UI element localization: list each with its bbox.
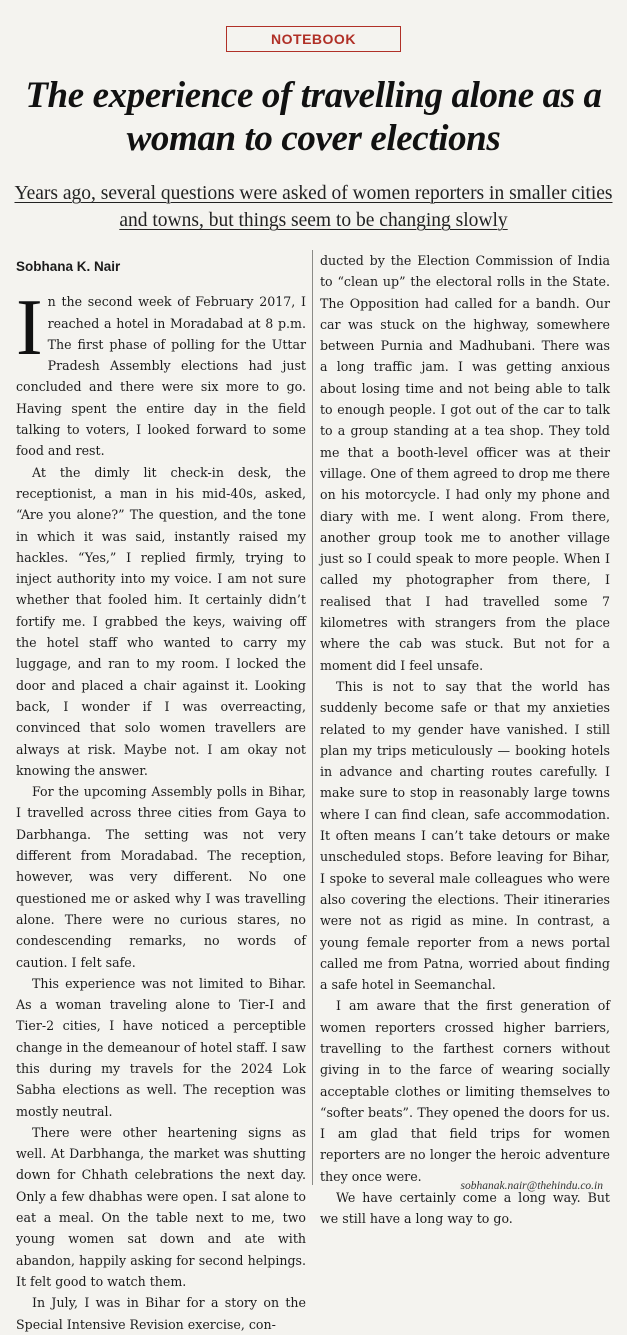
article-paragraph: ducted by the Election Commission of India to “clean up” the electoral rolls in the State. The Opposition had called for a bandh. Our car was stuck on the highway, somewhere between Purnia and Madhubani. There was a long traffic jam. I was getting anxious about losing time and not being able to talk to enough people. I got out of the car to talk to a group standing at a tea shop. They told me that a booth-level officer was at their village. One of them agreed to drop me there on his motorcycle. I had only my phone and diary with me. I went along. From there, another group took me to another village just so I could speak to more people. When I called my photographer from there, I realised that I had travelled some 7 kilometres with strangers from the place where the cab was stuck. But not for a moment did I feel unsafe. [320, 253, 610, 673]
article-paragraph: I am aware that the first generation of women reporters crossed higher barriers, travelling to the farthest corners without giving in to the farce of wearing socially acceptable clothes or limiting themselves to “softer beats”. They opened the doors for us. I am glad that field trips for women reporters are no longer the heroic adventure they once were. [320, 998, 610, 1184]
section-kicker: NOTEBOOK [226, 26, 401, 52]
deck-subheadline: Years ago, several questions were asked of women reporters in smaller cities and towns, but things seem to be changing slowly [14, 183, 613, 231]
article-paragraph: We have certainly come a long way. But we still have a long way to go. [320, 1190, 610, 1227]
headline: The experience of travelling alone as a woman to cover elections [25, 75, 602, 159]
article-paragraph: For the upcoming Assembly polls in Bihar, I travelled across three cities from Gaya to Darbhanga. The setting was not very different from Moradabad. The reception, however, was very different. No one questioned me or asked why I was travelling alone. There were no curious stares, no condescending remarks, no words of caution. I felt safe. [16, 784, 306, 970]
article-paragraph: There were other heartening signs as well. At Darbhanga, the market was shutting down for Chhath celebrations the next day. Only a few dhabhas were open. I sat alone to eat a meal. On the table next to me, two young women sat down and ate with abandon, happily asking for second helpings. It felt good to watch them. [16, 1124, 306, 1289]
column-divider [312, 250, 313, 1185]
kicker-wrapper [0, 26, 627, 52]
byline: Sobhana K. Nair [16, 259, 121, 274]
article-paragraph: In the second week of February 2017, I reached a hotel in Moradabad at 8 p.m. The first phase of polling for the Uttar Pradesh Assembly elections had just concluded and there were six more to go. Having spent the entire day in the field talking to voters, I looked forward to some food and rest. [16, 284, 306, 459]
article-paragraph: This is not to say that the world has suddenly become safe or that my anxieties related to my gender have vanished. I still plan my trips meticulously — booking hotels in advance and charting routes carefully. I make sure to stop in reasonably large towns where I can find clean, safe accommodation. It often means I can’t take detours or make unscheduled stops. Before leaving for Bihar, I spoke to several male colleagues who were also covering the elections. Their itineraries were not as rigid as mine. In contrast, a young female reporter from a news portal called me from Patna, worried about finding a safe hotel in Seemanchal. [320, 678, 610, 993]
article-paragraph: In July, I was in Bihar for a story on the Special Intensive Revision exercise, con- [16, 1295, 306, 1332]
article-column-right [320, 250, 610, 1227]
author-email[interactable]: sobhanak.nair@thehindu.co.in [460, 1180, 603, 1192]
article-column-left [16, 250, 306, 1332]
article-paragraph: At the dimly lit check-in desk, the receptionist, a man in his mid-40s, asked, “Are you alone?” The question, and the tone in which it was said, instantly raised my hackles. “Yes,” I replied firmly, trying to inject authority into my voice. I am not sure whether that fooled him. It certainly didn’t fortify me. I grabbed the keys, waiving off the hotel staff who wanted to carry my luggage, and ran to my room. I locked the door and placed a chair against it. Looking back, I wonder if I was overreacting, convinced that solo women travellers are always at risk. Maybe not. I am okay not knowing the answer. [16, 464, 306, 778]
drop-cap: I [16, 284, 43, 373]
article-paragraph: This experience was not limited to Bihar. As a woman traveling alone to Tier-I and Tier-2 cities, I have noticed a perceptible change in the demeanour of hotel staff. I saw this during my travels for the 2024 Lok Sabha elections as well. The reception was mostly neutral. [16, 975, 306, 1119]
